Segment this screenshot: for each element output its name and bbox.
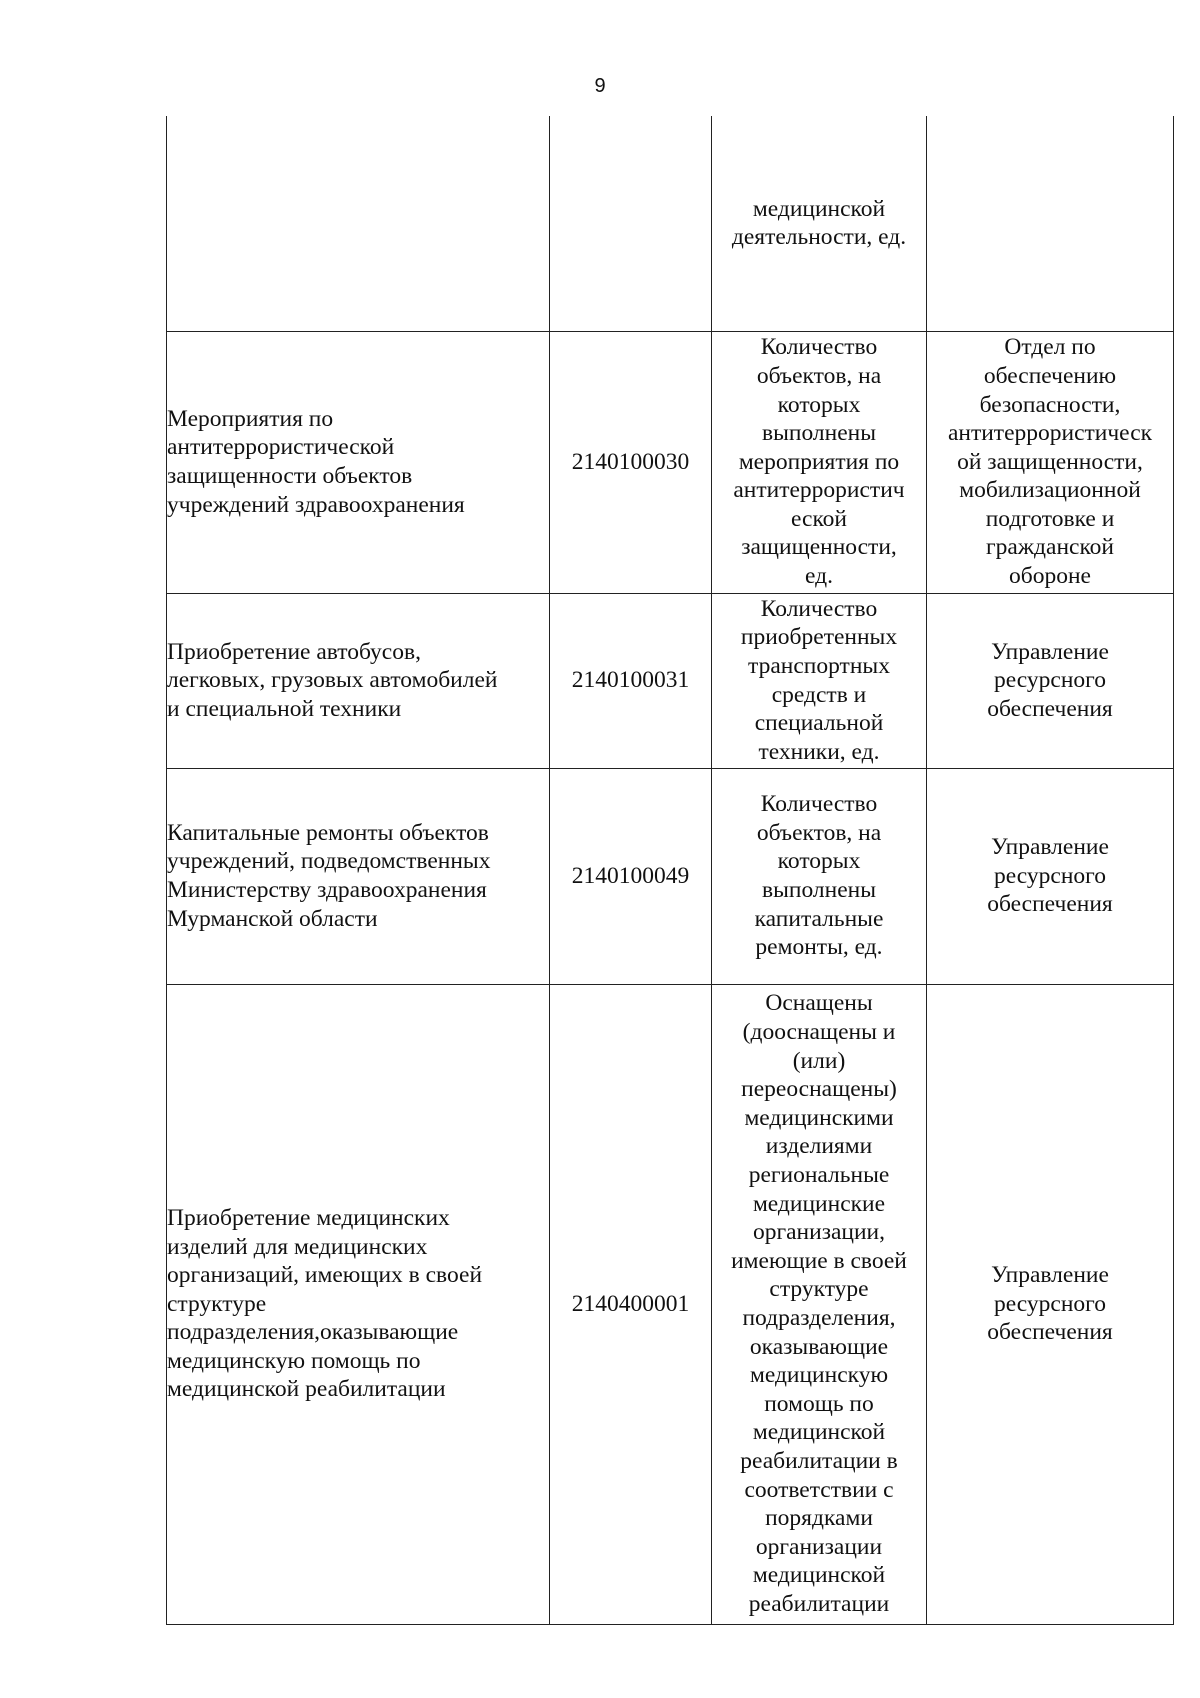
indicator-text: Количество объектов, на которых выполнены капитальные ремонты, ед.	[754, 791, 884, 961]
indicator-text: Оснащены (дооснащены и (или) переоснащены) медицинскими изделиями региональные медицинские организации, имеющие в своей структуре подразделения, оказывающие медицинскую помощь по медицинской реабилитации в соответствии с порядками организации медицинской реабилитации	[731, 990, 907, 1617]
responsible-cell	[927, 116, 1174, 331]
table-row	[167, 984, 1174, 1624]
indicator-text: медицинской деятельности, ед.	[731, 195, 907, 251]
responsible-unit: Управление ресурсного обеспечения	[987, 1262, 1113, 1346]
page-number: 9	[594, 75, 606, 97]
event-name-cell	[167, 984, 550, 1624]
event-name: Приобретение медицинских изделий для медицинских организаций, имеющих в своей структуре подразделения,оказывающие медицинскую помощь по медицинской реабилитации	[167, 1204, 483, 1403]
indicator-cell	[712, 593, 927, 768]
responsible-cell	[927, 768, 1174, 984]
responsible-cell	[927, 984, 1174, 1624]
indicator-cell	[712, 984, 927, 1624]
responsible-unit: Управление ресурсного обеспечения	[987, 834, 1113, 918]
event-name: Приобретение автобусов, легковых, грузовых автомобилей и специальной техники	[167, 638, 498, 722]
indicator-text: Количество объектов, на которых выполнены мероприятия по антитеррористич еской защищенности, ед.	[733, 334, 905, 590]
code-cell	[550, 768, 712, 984]
budget-code: 2140400001	[571, 1290, 690, 1317]
budget-code: 2140100049	[571, 862, 690, 889]
indicator-text: Количество приобретенных транспортных средств и специальной техники, ед.	[740, 595, 898, 765]
indicator-cell	[712, 331, 927, 593]
program-table	[166, 116, 1174, 1625]
budget-code: 2140100030	[571, 448, 690, 475]
event-name-cell	[167, 331, 550, 593]
code-cell	[550, 116, 712, 331]
table-row	[167, 768, 1174, 984]
table-row	[167, 331, 1174, 593]
code-cell	[550, 593, 712, 768]
responsible-cell	[927, 331, 1174, 593]
table-row	[167, 593, 1174, 768]
code-cell	[550, 984, 712, 1624]
indicator-cell	[712, 116, 927, 331]
event-name-cell	[167, 593, 550, 768]
responsible-unit: Управление ресурсного обеспечения	[987, 638, 1113, 722]
code-cell	[550, 331, 712, 593]
budget-code: 2140100031	[571, 667, 690, 694]
event-name-cell	[167, 116, 550, 331]
responsible-unit: Отдел по обеспечению безопасности, антитеррористическ ой защищенности, мобилизационной подготовке и гражданской обороне	[947, 334, 1153, 590]
event-name: Мероприятия по антитеррористической защищенности объектов учреждений здравоохранения	[167, 405, 465, 518]
indicator-cell	[712, 768, 927, 984]
event-name-cell	[167, 768, 550, 984]
table-row	[167, 116, 1174, 331]
responsible-cell	[927, 593, 1174, 768]
event-name: Капитальные ремонты объектов учреждений, подведомственных Министерству здравоохранения Мурманской области	[167, 819, 491, 932]
